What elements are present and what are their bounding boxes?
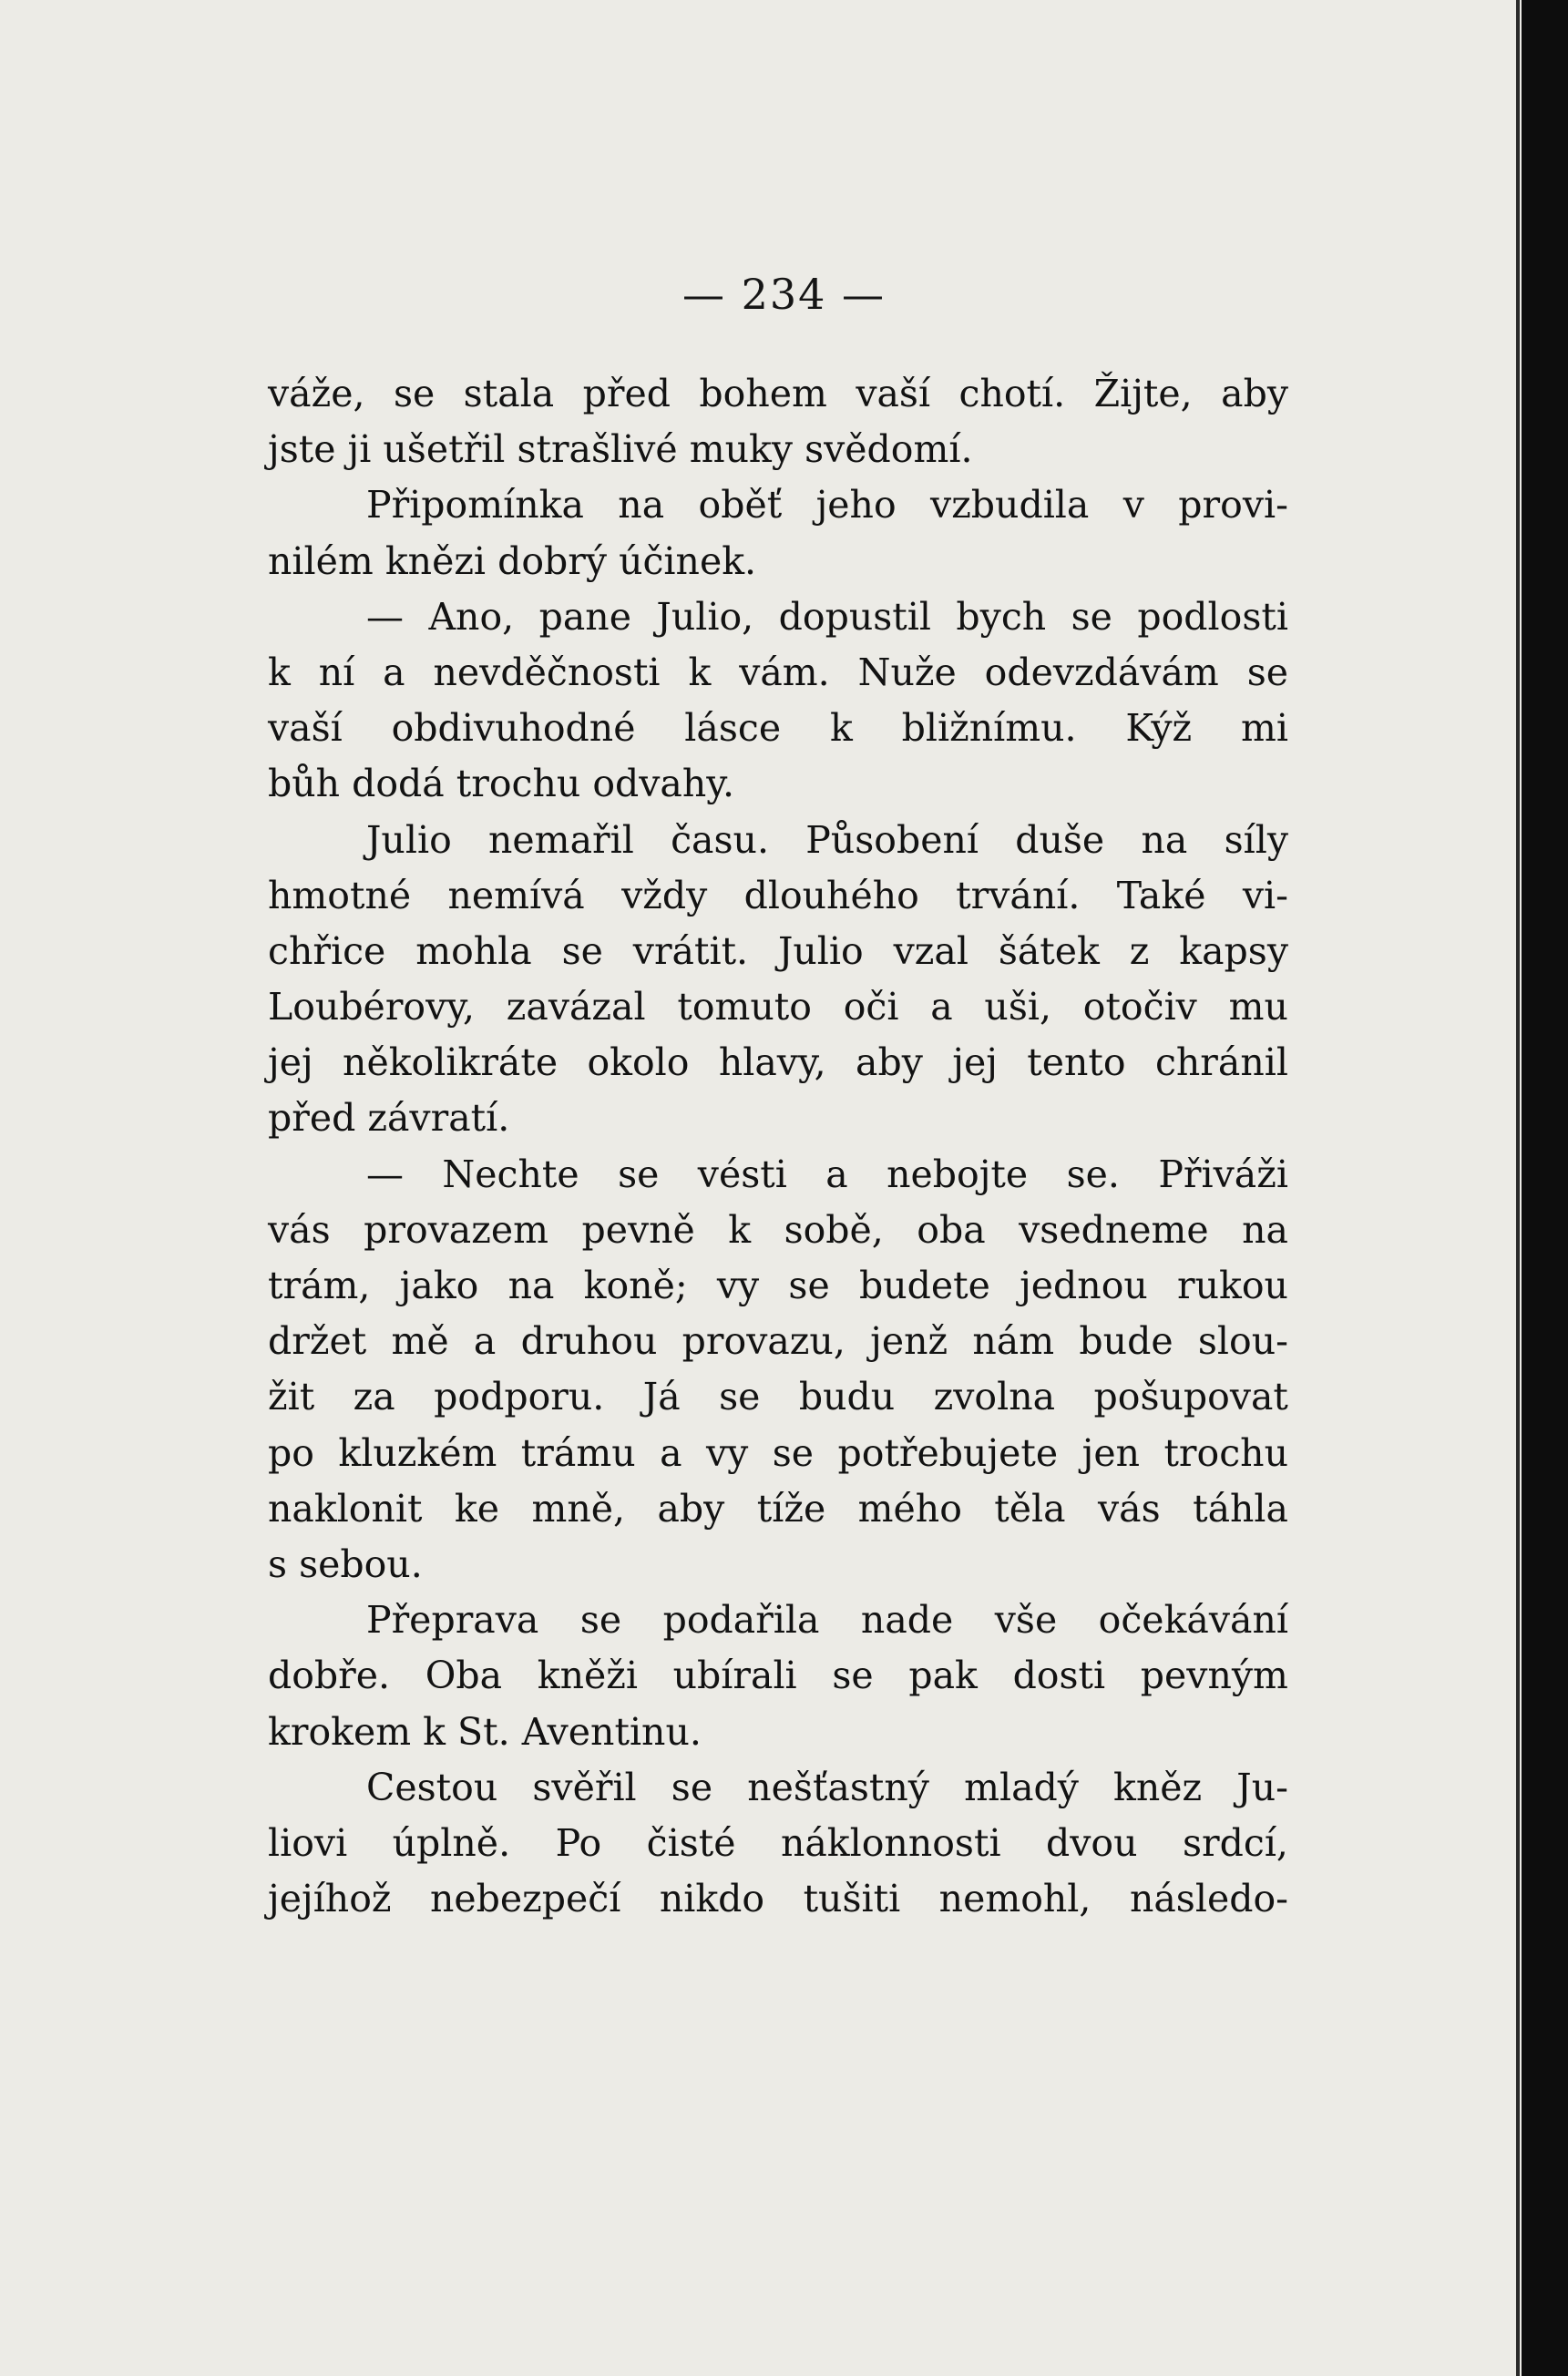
- word: jej: [952, 1040, 998, 1085]
- word: podporu.: [434, 1375, 605, 1419]
- word: oči: [843, 985, 899, 1029]
- word: Přiváži: [1158, 1152, 1288, 1196]
- word: dobrý: [497, 538, 620, 583]
- word: —: [366, 594, 404, 639]
- word: lásce: [684, 706, 782, 751]
- word: a: [930, 985, 953, 1029]
- word: vás: [268, 1207, 331, 1252]
- text-line: [268, 813, 1288, 868]
- word: v: [1122, 483, 1144, 527]
- word: kluzkém: [338, 1430, 497, 1475]
- word: úplně.: [392, 1820, 511, 1865]
- word: Julio: [777, 928, 864, 973]
- word: dosti: [1012, 1654, 1106, 1698]
- text-line: [268, 701, 1288, 756]
- word: budete: [858, 1264, 990, 1307]
- word: oba: [917, 1207, 986, 1252]
- word: trámu: [520, 1430, 636, 1475]
- word: chotí.: [958, 372, 1066, 415]
- word: vy: [705, 1430, 749, 1475]
- word: mu: [1228, 985, 1288, 1029]
- word: Já: [642, 1375, 681, 1419]
- text-line: [268, 1705, 1288, 1760]
- word: mně,: [531, 1486, 626, 1531]
- word: vy: [716, 1264, 760, 1307]
- word: ke: [454, 1486, 500, 1531]
- word: mladý: [964, 1765, 1079, 1809]
- word: odevzdávám: [984, 650, 1219, 694]
- word: otočiv: [1082, 985, 1197, 1029]
- word: Ano,: [428, 594, 515, 639]
- word: k: [423, 1709, 458, 1754]
- word: jenž: [870, 1319, 948, 1364]
- word: a: [473, 1319, 497, 1364]
- word: tomuto: [677, 985, 812, 1029]
- word: vzbudila: [930, 483, 1090, 527]
- word: trochu: [456, 762, 593, 806]
- text-line: [268, 645, 1288, 701]
- word: mohla: [415, 928, 532, 973]
- word: žit: [268, 1375, 315, 1419]
- word: se: [1071, 594, 1112, 639]
- text-line: [268, 1203, 1288, 1258]
- word: hlavy,: [718, 1040, 826, 1085]
- text-line: [268, 1871, 1288, 1927]
- text-line: [268, 534, 1288, 589]
- word: následo-: [1129, 1877, 1288, 1921]
- word: s: [268, 1541, 300, 1586]
- word: pak: [908, 1654, 978, 1698]
- word: strašlivé: [517, 427, 690, 472]
- text-line: [268, 589, 1288, 645]
- word: po: [268, 1430, 314, 1475]
- body-text: [268, 366, 1288, 1927]
- word: se: [772, 1430, 815, 1475]
- word: se: [719, 1375, 761, 1419]
- word: dvou: [1046, 1820, 1138, 1865]
- word: mě: [391, 1319, 449, 1364]
- word: koně;: [583, 1264, 688, 1307]
- word: z: [1129, 928, 1150, 973]
- word: vsedneme: [1019, 1207, 1209, 1252]
- word: bude: [1079, 1319, 1173, 1364]
- text-line: [268, 756, 1288, 812]
- word: jako: [399, 1264, 479, 1307]
- word: k: [268, 650, 291, 694]
- word: jejíhož: [268, 1877, 392, 1921]
- word: se: [393, 372, 436, 415]
- word: na: [507, 1264, 555, 1307]
- text-line: [268, 1035, 1288, 1091]
- word: tíže: [756, 1486, 826, 1531]
- word: hmotné: [268, 873, 412, 917]
- word: se: [1246, 650, 1288, 694]
- word: jej: [268, 1040, 313, 1085]
- word: před: [268, 1096, 368, 1141]
- text-line: [268, 1314, 1288, 1369]
- word: jednou: [1020, 1264, 1148, 1307]
- word: pevně: [581, 1207, 695, 1252]
- word: zvolna: [933, 1375, 1056, 1419]
- word: se: [579, 1598, 622, 1643]
- word: provazu,: [682, 1319, 845, 1364]
- word: nebezpečí: [429, 1877, 621, 1921]
- word: ji: [347, 427, 384, 472]
- word: šátek: [998, 928, 1100, 973]
- word: chránil: [1154, 1040, 1288, 1085]
- text-line: [268, 1816, 1288, 1871]
- word: Julio,: [656, 594, 754, 639]
- word: Přeprava: [366, 1598, 539, 1643]
- word: nikdo: [659, 1877, 765, 1921]
- word: jen: [1081, 1430, 1140, 1475]
- text-line: [268, 1426, 1288, 1481]
- word: provazem: [364, 1207, 548, 1252]
- word: rukou: [1177, 1264, 1288, 1307]
- word: Nuže: [857, 650, 957, 694]
- word: vše: [994, 1598, 1058, 1643]
- word: nemívá: [447, 873, 585, 917]
- word: jste: [268, 427, 348, 472]
- word: chřice: [268, 928, 386, 973]
- word: sobě,: [784, 1207, 884, 1252]
- word: vás: [1098, 1486, 1161, 1531]
- word: Ju-: [1236, 1765, 1288, 1809]
- word: bůh: [268, 762, 353, 806]
- word: oběť: [698, 483, 783, 527]
- word: k: [688, 650, 712, 694]
- word: aby: [856, 1040, 923, 1085]
- word: za: [353, 1375, 395, 1419]
- word: nade: [860, 1598, 954, 1643]
- word: náklonnosti: [780, 1820, 1001, 1865]
- word: krokem: [268, 1709, 424, 1754]
- text-line: [268, 477, 1288, 533]
- word: k: [829, 706, 853, 751]
- word: nilém: [268, 538, 385, 583]
- word: stala: [463, 372, 555, 415]
- word: vaší: [856, 372, 931, 415]
- word: sebou.: [299, 1541, 423, 1586]
- word: Nechte: [442, 1152, 579, 1196]
- word: čisté: [646, 1820, 736, 1865]
- word: těla: [994, 1486, 1066, 1531]
- word: a: [825, 1152, 848, 1196]
- word: mi: [1241, 706, 1288, 751]
- word: bohem: [699, 372, 827, 415]
- word: se: [788, 1264, 830, 1307]
- word: zavázal: [506, 985, 646, 1029]
- word: svěřil: [532, 1765, 637, 1809]
- word: naklonit: [268, 1486, 423, 1531]
- word: provi-: [1178, 483, 1288, 527]
- word: Loubérovy,: [268, 985, 476, 1029]
- word: na: [618, 483, 665, 527]
- word: času.: [671, 817, 769, 862]
- word: slou-: [1197, 1319, 1288, 1364]
- word: se: [618, 1152, 660, 1196]
- word: se.: [1066, 1152, 1120, 1196]
- word: uši,: [984, 985, 1052, 1029]
- word: svědomí.: [804, 427, 973, 472]
- word: a: [383, 650, 405, 694]
- word: Po: [555, 1820, 602, 1865]
- word: jeho: [815, 483, 897, 527]
- word: pevným: [1140, 1654, 1288, 1698]
- word: mého: [857, 1486, 962, 1531]
- word: dlouhého: [743, 873, 919, 917]
- word: vždy: [621, 873, 708, 917]
- word: a: [660, 1430, 682, 1475]
- word: síly: [1224, 817, 1288, 862]
- word: vzal: [893, 928, 968, 973]
- word: liovi: [268, 1820, 348, 1865]
- word: dobře.: [268, 1654, 391, 1698]
- word: se: [832, 1654, 874, 1698]
- word: vaší: [268, 706, 343, 751]
- word: vésti: [697, 1152, 787, 1196]
- word: trochu: [1163, 1430, 1288, 1475]
- word: nemohl,: [938, 1877, 1091, 1921]
- word: k: [728, 1207, 752, 1252]
- word: pošupovat: [1093, 1375, 1288, 1419]
- word: se: [671, 1765, 713, 1809]
- page-edge: [1516, 0, 1520, 2376]
- word: potřebujete: [837, 1430, 1059, 1475]
- text-line: [268, 422, 1288, 477]
- word: trvání.: [956, 873, 1081, 917]
- word: dopustil: [778, 594, 931, 639]
- word: srdcí,: [1182, 1820, 1288, 1865]
- word: bližnímu.: [901, 706, 1077, 751]
- word: se: [561, 928, 603, 973]
- word: trám,: [268, 1264, 371, 1307]
- word: podlosti: [1137, 594, 1288, 639]
- word: na: [1141, 817, 1188, 862]
- word: před: [582, 372, 671, 415]
- word: okolo: [587, 1040, 690, 1085]
- word: nám: [972, 1319, 1055, 1364]
- text-line: [268, 1537, 1288, 1593]
- word: očekávání: [1098, 1598, 1288, 1643]
- word: kapsy: [1179, 928, 1288, 973]
- word: Připomínka: [366, 483, 584, 527]
- word: podařila: [662, 1598, 820, 1643]
- word: Julio: [366, 817, 452, 862]
- word: Aventinu.: [521, 1709, 702, 1754]
- text-line: [268, 1258, 1288, 1314]
- book-spine-shadow: [1522, 0, 1568, 2376]
- word: vrátit.: [632, 928, 749, 973]
- text-line: [268, 979, 1288, 1035]
- word: ubírali: [672, 1654, 797, 1698]
- word: —: [366, 1152, 404, 1196]
- word: Kýž: [1125, 706, 1193, 751]
- text-line: [268, 1369, 1288, 1425]
- word: Působení: [805, 817, 979, 862]
- word: Žijte,: [1093, 372, 1193, 415]
- page-number: — 234 —: [682, 270, 886, 319]
- text-line: [268, 1760, 1288, 1816]
- word: kněz: [1113, 1765, 1203, 1809]
- word: kněži: [537, 1654, 638, 1698]
- word: obdivuhodné: [391, 706, 636, 751]
- word: Také: [1116, 873, 1206, 917]
- word: dodá: [352, 762, 456, 806]
- word: nebojte: [886, 1152, 1029, 1196]
- word: nešťastný: [747, 1765, 929, 1809]
- word: muky: [689, 427, 805, 472]
- text-line: [268, 1091, 1288, 1146]
- word: tušiti: [803, 1877, 901, 1921]
- word: duše: [1015, 817, 1105, 862]
- text-line: [268, 1481, 1288, 1537]
- word: váže,: [268, 372, 365, 415]
- word: táhla: [1193, 1486, 1288, 1531]
- word: Oba: [425, 1654, 503, 1698]
- word: aby: [657, 1486, 725, 1531]
- word: budu: [798, 1375, 896, 1419]
- word: St.: [457, 1709, 522, 1754]
- word: pane: [538, 594, 631, 639]
- word: vám.: [739, 650, 830, 694]
- word: bych: [956, 594, 1047, 639]
- text-line: [268, 1147, 1288, 1203]
- word: držet: [268, 1319, 367, 1364]
- word: vi-: [1242, 873, 1288, 917]
- word: nevděčnosti: [433, 650, 661, 694]
- word: aby: [1221, 372, 1288, 415]
- text-line: [268, 868, 1288, 924]
- word: knězi: [384, 538, 498, 583]
- word: druhou: [520, 1319, 658, 1364]
- text-line: [268, 924, 1288, 979]
- word: ušetřil: [383, 427, 518, 472]
- word: nemařil: [488, 817, 634, 862]
- word: závratí.: [367, 1096, 510, 1141]
- word: Cestou: [366, 1765, 498, 1809]
- word: odvahy.: [592, 762, 735, 806]
- text-line: [268, 1593, 1288, 1648]
- text-line: [268, 366, 1288, 422]
- text-line: [268, 1648, 1288, 1704]
- word: na: [1242, 1207, 1288, 1252]
- word: tento: [1027, 1040, 1126, 1085]
- word: několikráte: [343, 1040, 559, 1085]
- word: ní: [318, 650, 355, 694]
- word: účinek.: [619, 538, 757, 583]
